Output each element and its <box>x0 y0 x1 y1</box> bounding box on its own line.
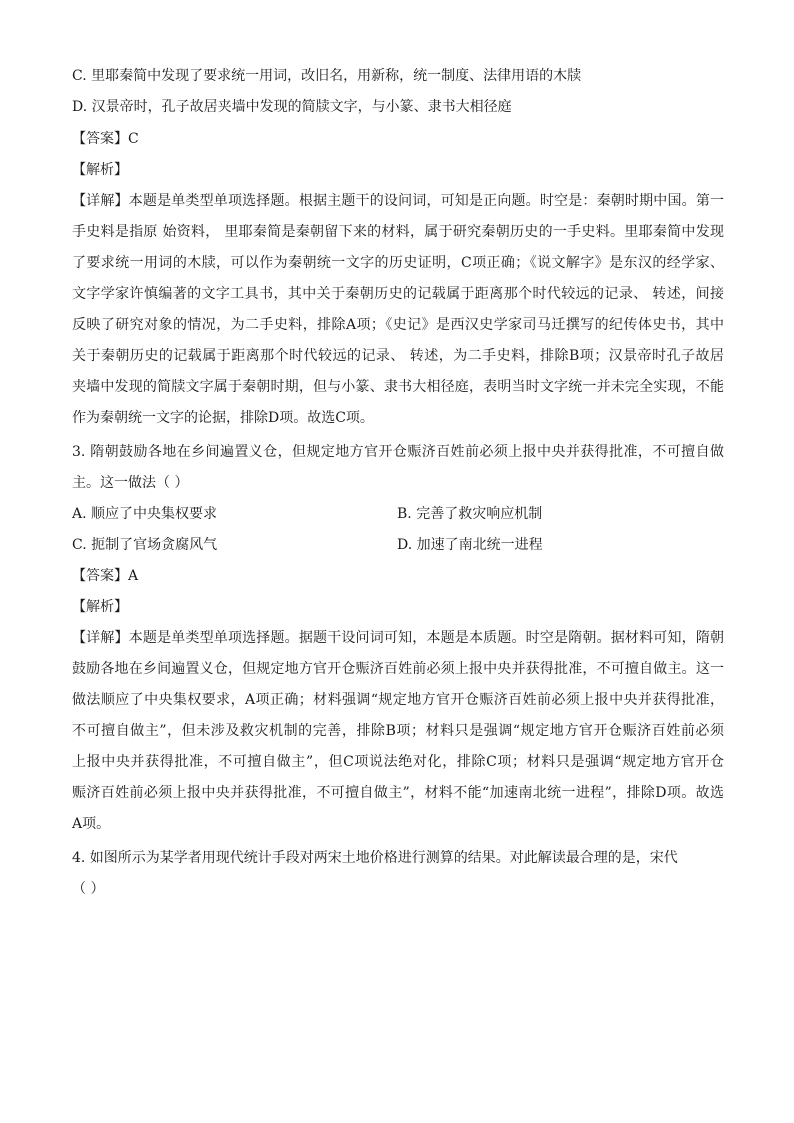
q2-detail-line: 反映了研究对象的情况，为二手史料，排除A项；《史记》是西汉史学家司马迁撰写的纪传体史书，其中 <box>72 317 724 333</box>
q3-option-a: A. 顺应了中央集权要求 <box>72 506 218 522</box>
q2-option-c: C. 里耶秦简中发现了要求统一用词，改旧名，用新称，统一制度、法律用语的木牍 <box>72 68 582 84</box>
q3-detail-line: 【详解】本题是单类型单项选择题。据题干设问词可知，本题是本质题。时空是隋朝。据材料可知，隋朝 <box>72 630 724 646</box>
q3-detail-line: 赈济百姓前必须上报中央并获得批准，不可擅自做主”，材料不能“加速南北统一进程”，排除D项。故选 <box>72 785 724 801</box>
q2-answer: 【答案】C <box>72 131 139 147</box>
q4-stem-line: （ ） <box>72 881 105 897</box>
q4-stem-line: 4. 如图所示为某学者用现代统计手段对两宋土地价格进行测算的结果。对此解读最合理的是，宋代 <box>72 850 678 866</box>
q3-option-c: C. 扼制了官场贪腐风气 <box>72 537 218 553</box>
q2-detail-line: 手史料是指原 始资料， 里耶秦简是秦朝留下来的材料，属于研究秦朝历史的一手史料。里耶秦简中发现 <box>72 224 724 240</box>
q2-detail-line: 关于秦朝历史的记载属于距离那个时代较远的记录、 转述，为二手史料，排除B项；汉景帝时孔子故居 <box>72 348 724 364</box>
q2-detail-line: 【详解】本题是单类型单项选择题。根据主题干的设问词，可知是正向题。时空是：秦朝时期中国。第一 <box>72 193 724 209</box>
q3-stem-line: 3. 隋朝鼓励各地在乡间遍置义仓，但规定地方官开仓赈济百姓前必须上报中央并获得批准，不可擅自做 <box>72 444 724 460</box>
q2-analysis-heading: 【解析】 <box>72 162 128 178</box>
q2-detail-line: 了要求统一用词的木牍，可以作为秦朝统一文字的历史证明，C项正确；《说文解字》是东汉的经学家、 <box>72 255 724 271</box>
q3-detail-line: A项。 <box>72 816 111 832</box>
q2-option-d: D. 汉景帝时，孔子故居夹墙中发现的简牍文字，与小篆、隶书大相径庭 <box>72 99 512 115</box>
q2-detail-line: 文字学家许慎编著的文字工具书，其中关于秦朝历史的记载属于距离那个时代较远的记录、 转述，间接 <box>72 286 724 302</box>
q3-answer: 【答案】A <box>72 568 139 584</box>
q3-analysis-heading: 【解析】 <box>72 599 128 615</box>
q3-option-d: D. 加速了南北统一进程 <box>397 537 543 553</box>
q3-option-b: B. 完善了救灾响应机制 <box>397 506 543 522</box>
q2-detail-line: 作为秦朝统一文字的论据，排除D项。故选C项。 <box>72 410 374 426</box>
q3-detail-line: 不可擅自做主”，但未涉及救灾机制的完善，排除B项；材料只是强调“规定地方官开仓赈济百姓前必须 <box>72 723 724 739</box>
q3-detail-line: 鼓励各地在乡间遍置义仓，但规定地方官开仓赈济百姓前必须上报中央并获得批准，不可擅自做主。这一 <box>72 661 724 677</box>
q3-detail-line: 上报中央并获得批准，不可擅自做主”，但C项说法绝对化，排除C项；材料只是强调“规定地方官开仓 <box>72 754 724 770</box>
q3-stem-line: 主。这一做法（ ） <box>72 475 189 491</box>
q3-detail-line: 做法顺应了中央集权要求，A项正确；材料强调“规定地方官开仓赈济百姓前必须上报中央并获得批准， <box>72 692 724 708</box>
q2-detail-line: 夹墙中发现的简牍文字属于秦朝时期，但与小篆、隶书大相径庭，表明当时文字统一并未完全实现，不能 <box>72 379 724 395</box>
